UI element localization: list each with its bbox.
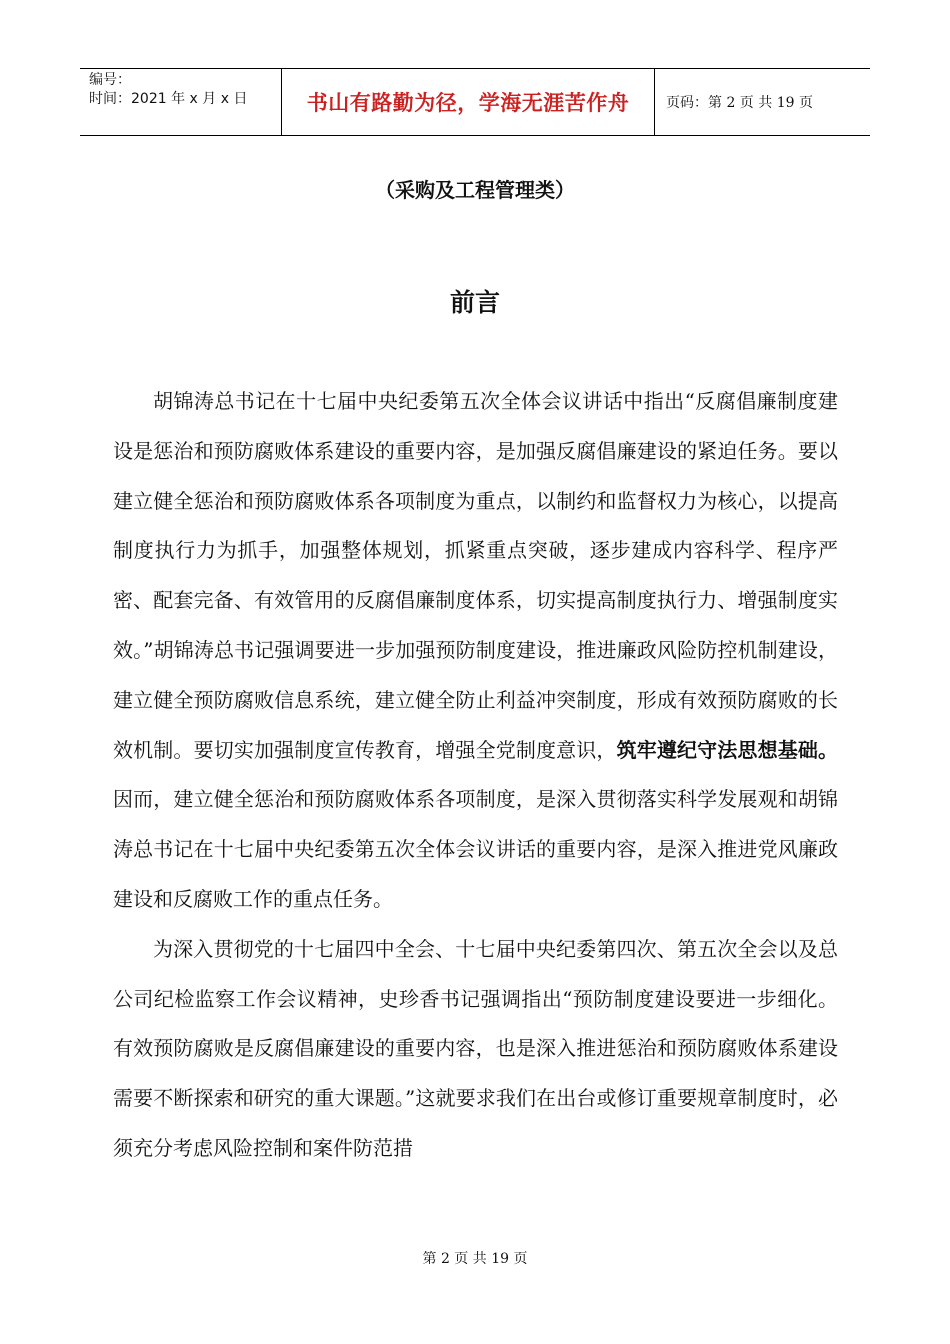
document-subtitle: （采购及工程管理类）: [375, 178, 575, 202]
paragraph-2: 为深入贯彻党的十七届四中全会、十七届中央纪委第四次、第五次全会以及总公司纪检监察工作会议精神，史珍香书记强调指出“预防制度建设要进一步细化。有效预防腐败是反腐倡廉建设的重要内容，也是深入推进惩治和预防腐败体系建设需要不断探索和研究的重大课题。”这就要求我们在出台或修订重要规章制度时，必须充分考虑风险控制和案件防范措: [113, 936, 838, 1160]
paragraph-1-bold-text: 筑牢遵纪守法思想基础。: [616, 737, 839, 762]
document-title: 前言: [449, 288, 500, 317]
document-body: [113, 377, 838, 1174]
page-footer: 第 2 页 共 19 页: [422, 1251, 528, 1267]
header-motto: 书山有路勤为径，学海无涯苦作舟: [282, 69, 655, 135]
paragraph-1: [113, 377, 838, 925]
number-label: 编号：: [89, 72, 131, 88]
document-header: [80, 68, 870, 136]
header-page-info: 页码：第 2 页 共 19 页: [666, 95, 813, 111]
date-label: 时间：2021 年 x 月 x 日: [89, 91, 248, 107]
paragraph-1-text-b: 因而，建立健全惩治和预防腐败体系各项制度，是深入贯彻落实科学发展观和胡锦涛总书记在十七届中央纪委第五次全体会议讲话的重要内容，是深入推进党风廉政建设和反腐败工作的重点任务。: [113, 787, 838, 911]
header-meta: [80, 69, 282, 135]
paragraph-1-text-a: 胡锦涛总书记在十七届中央纪委第五次全体会议讲话中指出“反腐倡廉制度建设是惩治和预防腐败体系建设的重要内容，是加强反腐倡廉建设的紧迫任务。要以建立健全惩治和预防腐败体系各项制度为重点，以制约和监督权力为核心，以提高制度执行力为抓手，加强整体规划，抓紧重点突破，逐步建成内容科学、程序严密、配套完备、有效管用的反腐倡廉制度体系，切实提高制度执行力、增强制度实效。”胡锦涛总书记强调要进一步加强预防制度建设，推进廉政风险防控机制建设，建立健全预防腐败信息系统，建立健全防止利益冲突制度，形成有效预防腐败的长效机制。要切实加强制度宣传教育，增强全党制度意识，: [113, 389, 838, 762]
